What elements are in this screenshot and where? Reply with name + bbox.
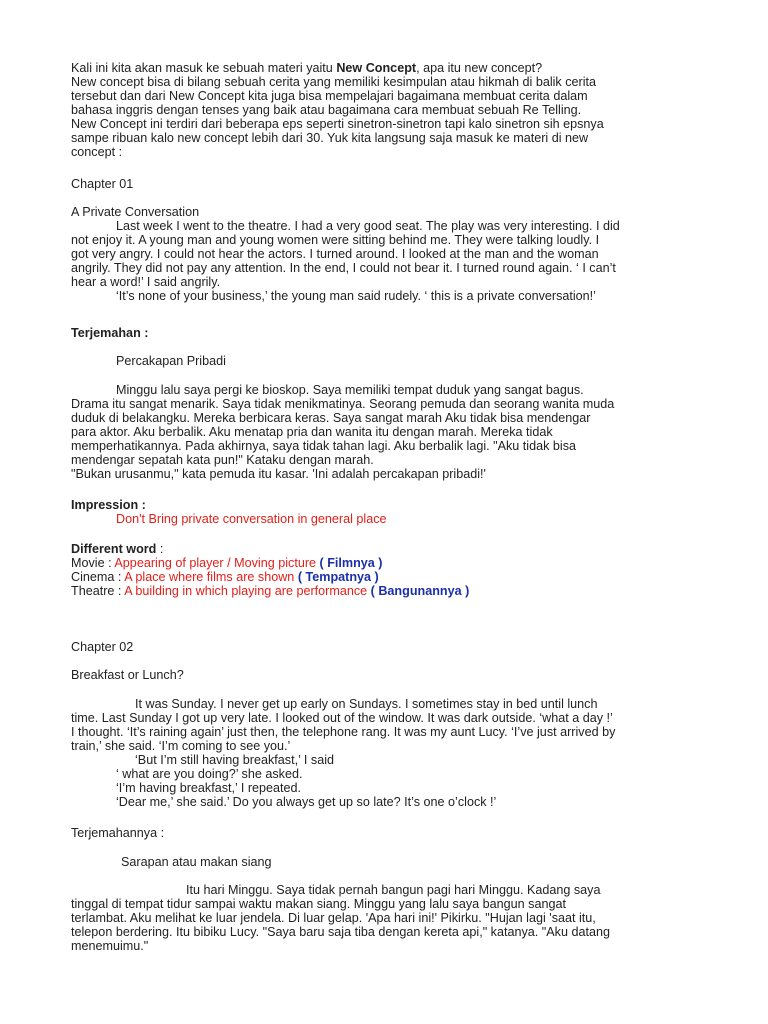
translation-line: "Bukan urusanmu," kata pemuda itu kasar. 'Ini adalah percakapan pribadi!' xyxy=(71,467,486,481)
intro-line: Kali ini kita akan masuk ke sebuah materi yaitu New Concept, apa itu new concept? xyxy=(71,61,543,75)
intro-paragraph xyxy=(71,61,701,159)
story-line: ‘It’s none of your business,’ the young man said rudely. ‘ this is a private conversation!’ xyxy=(116,289,596,303)
story-line: hear a word!’ I said angrily. xyxy=(71,275,221,289)
translation-line: mendengar sepatah kata pun!" Kataku dengan marah. xyxy=(71,453,374,467)
story-line: not enjoy it. A young man and young women were sitting behind me. They were talking loudly. I xyxy=(71,233,600,247)
translation-label: Terjemahan : xyxy=(71,326,149,340)
story-title: Breakfast or Lunch? xyxy=(71,668,184,682)
translation-line: menemuimu." xyxy=(71,939,149,953)
dialog-line: ‘But I’m still having breakfast,’ I said xyxy=(135,753,335,767)
dialog-line: ‘ what are you doing?’ she asked. xyxy=(116,767,303,781)
story-title: A Private Conversation xyxy=(71,205,200,219)
intro-line: sampe ribuan kalo new concept lebih dari 30. Yuk kita langsung saja masuk ke materi di new xyxy=(71,131,589,145)
story-line: I thought. ‘It’s raining again’ just then, the telephone rang. It was my aunt Lucy. ‘I’ve just arrived by xyxy=(71,725,616,739)
story-line: time. Last Sunday I got up very late. I looked out of the window. It was dark outside. ‘what a day !’ xyxy=(71,711,613,725)
intro-line: tersebut dan dari New Concept kita juga bisa mempelajari bagaimana membuat cerita dalam xyxy=(71,89,588,103)
translation-line: para aktor. Aku berbalik. Aku menatap pria dan wanita itu dengan marah. Mereka tidak xyxy=(71,425,553,439)
translation-line: memperhatikannya. Pada akhirnya, saya tidak tahan lagi. Aku berbalik lagi. "Aku tidak bisa xyxy=(71,439,577,453)
intro-line: bahasa inggris dengan tenses yang baik atau bagaimana cara membuat sebuah Re Telling. xyxy=(71,103,582,117)
word-definition-row: Movie : Appearing of player / Moving picture ( Filmnya ) xyxy=(71,556,383,570)
translation-line: Drama itu sangat menarik. Saya tidak menikmatinya. Seorang pemuda dan seorang wanita muda xyxy=(71,397,615,411)
different-word-heading: Different word : xyxy=(71,542,164,556)
translation-line: Minggu lalu saya pergi ke bioskop. Saya memiliki tempat duduk yang sangat bagus. xyxy=(116,383,584,397)
impression-block xyxy=(71,498,701,526)
translation-label: Terjemahannya : xyxy=(71,826,165,840)
intro-line: New Concept ini terdiri dari beberapa eps seperti sinetron-sinetron tapi kalo sinetron sih epsnya xyxy=(71,117,604,131)
translation-line: terlambat. Aku melihat ke luar jendela. Di luar gelap. 'Apa hari ini!' Pikirku. "Hujan lagi 'saat itu, xyxy=(71,911,596,925)
different-word-block xyxy=(71,542,701,598)
chapter1-story xyxy=(71,205,701,303)
word-definition-row: Cinema : A place where films are shown ( Tempatnya ) xyxy=(71,570,379,584)
translation-line: telepon berdering. Itu bibiku Lucy. "Saya baru saja tiba dengan kereta api," katanya. "Aku datang xyxy=(71,925,610,939)
intro-line: concept : xyxy=(71,145,123,159)
chapter1-translation xyxy=(71,383,701,481)
impression-text: Don't Bring private conversation in general place xyxy=(116,512,387,526)
translation-line: duduk di belakangku. Mereka berbicara keras. Saya sangat marah Aku tidak bisa mendengar xyxy=(71,411,591,425)
story-line: train,’ she said. ‘I’m coming to see you.’ xyxy=(71,739,291,753)
dialog-line: ‘I’m having breakfast,’ I repeated. xyxy=(116,781,302,795)
translation-line: tinggal di tempat tidur sampai waktu makan siang. Minggu yang lalu saya bangun sangat xyxy=(71,897,566,911)
chapter-heading: Chapter 01 xyxy=(71,177,134,191)
word-definition-row: Theatre : A building in which playing are performance ( Bangunannya ) xyxy=(71,584,470,598)
story-line: got very angry. I could not hear the actors. I turned around. I looked at the man and the woman xyxy=(71,247,599,261)
translation-title: Sarapan atau makan siang xyxy=(121,855,272,869)
chapter2-story xyxy=(71,697,701,809)
story-line: It was Sunday. I never get up early on Sundays. I sometimes stay in bed until lunch xyxy=(135,697,598,711)
translation-line: Itu hari Minggu. Saya tidak pernah bangun pagi hari Minggu. Kadang saya xyxy=(186,883,601,897)
dialog-line: ‘Dear me,’ she said.’ Do you always get up so late? It’s one o’clock !’ xyxy=(116,795,497,809)
chapter-heading: Chapter 02 xyxy=(71,640,134,654)
new-concept-bold: New Concept xyxy=(336,61,417,75)
chapter2-translation xyxy=(71,883,701,953)
story-line: angrily. They did not pay any attention. In the end, I could not bear it. I turned round again. ‘ I can’t xyxy=(71,261,616,275)
intro-line: New concept bisa di bilang sebuah cerita yang memiliki kesimpulan atau hikmah di balik cerita xyxy=(71,75,597,89)
translation-title: Percakapan Pribadi xyxy=(116,354,226,368)
story-line: Last week I went to the theatre. I had a very good seat. The play was very interesting. I did xyxy=(116,219,620,233)
impression-label: Impression : xyxy=(71,498,146,512)
